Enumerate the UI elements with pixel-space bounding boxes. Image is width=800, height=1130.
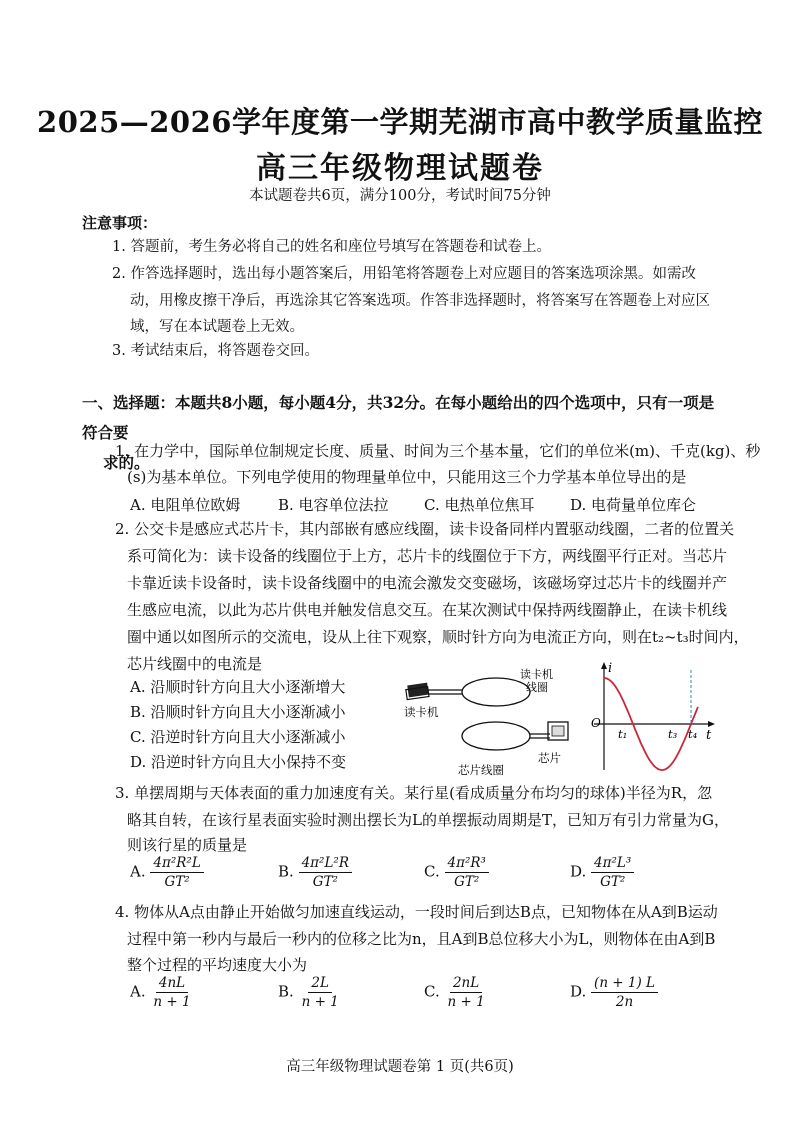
fraction-denominator: 2n	[615, 994, 634, 1010]
t1-label: t₁	[618, 727, 628, 741]
question-2-line: 生感应电流，以此为芯片供电并触发信息交互。在某次测试中保持两线圈静止，在读卡机线	[127, 601, 728, 619]
notice-item: 域，写在本试题卷上无效。	[130, 319, 304, 335]
exam-subtitle: 高三年级物理试题卷	[256, 151, 544, 186]
q3-option-b	[278, 854, 352, 891]
question-1-line: (s)为基本单位。下列电学使用的物理量单位中，只能用这三个力学基本单位导出的是	[127, 468, 687, 486]
axis-i-arrow	[601, 662, 607, 669]
section-heading-line: 求的。	[103, 453, 150, 472]
question-2-line: 芯片线圈中的电流是	[127, 655, 263, 673]
q4-option-d	[570, 974, 658, 1011]
q1-option-c: C. 电热单位焦耳	[424, 496, 535, 514]
option-label: B.	[278, 982, 294, 1001]
q2-option-b: B. 沿顺时针方向且大小逐渐减小	[130, 703, 346, 721]
option-fraction	[299, 854, 352, 891]
fraction-numerator: 2L	[308, 974, 332, 993]
q4-option-b	[278, 974, 342, 1011]
option-fraction	[591, 854, 634, 891]
section-heading-line: 一、选择题：本题共8小题，每小题4分，共32分。在每小题给出的四个选项中，只有一项是符合要	[82, 393, 715, 442]
question-4-line: 4. 物体从A点由静止开始做匀加速直线运动，一段时间后到达B点，已知物体在从A到B运动	[115, 903, 718, 921]
q2-option-a: A. 沿顺时针方向且大小逐渐增大	[130, 678, 346, 696]
option-fraction	[150, 854, 203, 891]
q4-option-c	[424, 974, 488, 1011]
label-chip: 芯片	[538, 751, 561, 765]
question-3-line: 略其自转，在该行星表面实验时测出摆长为L的单摆振动周期是T，已知万有引力常量为G，	[127, 811, 729, 829]
fraction-denominator: n + 1	[301, 994, 339, 1010]
label-reader: 读卡机	[404, 705, 439, 719]
reader-coil-ellipse	[462, 678, 530, 706]
question-1-line: 1. 在力学中，国际单位制规定长度、质量、时间为三个基本量，它们的单位米(m)、千克(kg)、秒	[115, 442, 761, 460]
chip-icon-inner	[552, 726, 564, 736]
q1-option-a: A. 电阻单位欧姆	[130, 496, 241, 514]
notice-item: 动，用橡皮擦干净后，再选涂其它答案选项。作答非选择题时，将答案写在答题卷上对应区	[130, 293, 710, 309]
exam-info: 本试题卷共6页，满分100分，考试时间75分钟	[249, 188, 551, 204]
q1-option-b: B. 电容单位法拉	[278, 496, 389, 514]
q2-option-c: C. 沿逆时针方向且大小逐渐减小	[130, 728, 346, 746]
fraction-denominator: GT²	[312, 874, 338, 890]
fraction-numerator: 4π²L²R	[299, 854, 352, 873]
option-label: C.	[424, 982, 440, 1001]
axis-i-label: i	[608, 661, 613, 676]
option-label: B.	[278, 862, 294, 881]
fraction-denominator: n + 1	[153, 994, 191, 1010]
fraction-numerator: 4π²R²L	[150, 854, 203, 873]
q2-option-d: D. 沿逆时针方向且大小保持不变	[130, 753, 347, 771]
notice-item: 2. 作答选择题时，选出每小题答案后，用铅笔将答题卷上对应题目的答案选项涂黑。如需改	[112, 266, 696, 282]
fraction-numerator: 4π²R³	[445, 854, 489, 873]
exam-title: 2025—2026学年度第一学期芜湖市高中教学质量监控	[37, 105, 763, 139]
question-2-line: 圈中通以如图所示的交流电，设从上往下观察，顺时针方向为电流正方向，则在t₂~t₃时间内，	[127, 628, 749, 646]
option-label: A.	[130, 862, 146, 881]
fraction-denominator: n + 1	[447, 994, 485, 1010]
option-label: D.	[570, 982, 587, 1001]
fraction-numerator: (n + 1) L	[591, 974, 658, 993]
label-reader-coil-line1: 读卡机	[520, 668, 553, 681]
q3-option-a	[130, 854, 204, 891]
q3-option-c	[424, 854, 489, 891]
question-3-line: 则该行星的质量是	[127, 836, 248, 854]
option-fraction	[445, 974, 488, 1011]
axis-t-arrow	[708, 721, 715, 727]
option-label: D.	[570, 862, 587, 881]
notice-heading: 注意事项：	[82, 214, 158, 232]
fraction-denominator: GT²	[454, 874, 480, 890]
option-fraction	[299, 974, 342, 1011]
option-label: A.	[130, 982, 146, 1001]
option-label: C.	[424, 862, 440, 881]
fraction-numerator: 4π²L³	[591, 854, 634, 873]
question-2-line: 系可简化为：读卡设备的线圈位于上方，芯片卡的线圈位于下方，两线圈平行正对。当芯片	[127, 547, 728, 565]
label-chip-coil: 芯片线圈	[458, 763, 504, 777]
coil-figure	[400, 660, 590, 780]
option-fraction	[150, 974, 193, 1011]
reader-device-icon	[406, 683, 429, 700]
fraction-numerator: 2nL	[450, 974, 482, 993]
question-4-line: 过程中第一秒内与最后一秒内的位移之比为n，且A到B总位移大小为L，则物体在由A到B	[127, 930, 716, 948]
fraction-denominator: GT²	[600, 874, 626, 890]
question-3-line: 3. 单摆周期与天体表面的重力加速度有关。某行星(看成质量分布均匀的球体)半径为R，忽	[115, 784, 713, 802]
t4-label: t₄	[688, 727, 698, 741]
page-footer: 高三年级物理试题卷第 1 页(共6页)	[286, 1059, 514, 1075]
option-fraction	[591, 974, 658, 1011]
t3-label: t₃	[668, 727, 678, 741]
q1-option-d: D. 电荷量单位库仑	[570, 496, 697, 514]
notice-item: 1. 答题前，考生务必将自己的姓名和座位号填写在答题卷和试卷上。	[112, 239, 551, 255]
axis-t-label: t	[706, 728, 712, 743]
notice-item: 3. 考试结束后，将答题卷交回。	[112, 343, 319, 359]
question-4-line: 整个过程的平均速度大小为	[127, 956, 308, 974]
question-2-line: 卡靠近读卡设备时，读卡设备线圈中的电流会激发交变磁场，该磁场穿过芯片卡的线圈并产	[127, 574, 728, 592]
q4-option-a	[130, 974, 194, 1011]
fraction-numerator: 4nL	[156, 974, 188, 993]
label-reader-coil-line2: 线圈	[526, 681, 548, 694]
fraction-denominator: GT²	[164, 874, 190, 890]
question-2-line: 2. 公交卡是感应式芯片卡，其内部嵌有感应线圈，读卡设备同样内置驱动线圈，二者的位置关	[115, 520, 735, 538]
origin-label: O	[591, 716, 601, 730]
q3-option-d	[570, 854, 634, 891]
chip-coil-ellipse	[462, 722, 530, 750]
option-fraction	[445, 854, 489, 891]
current-graph	[588, 660, 720, 780]
